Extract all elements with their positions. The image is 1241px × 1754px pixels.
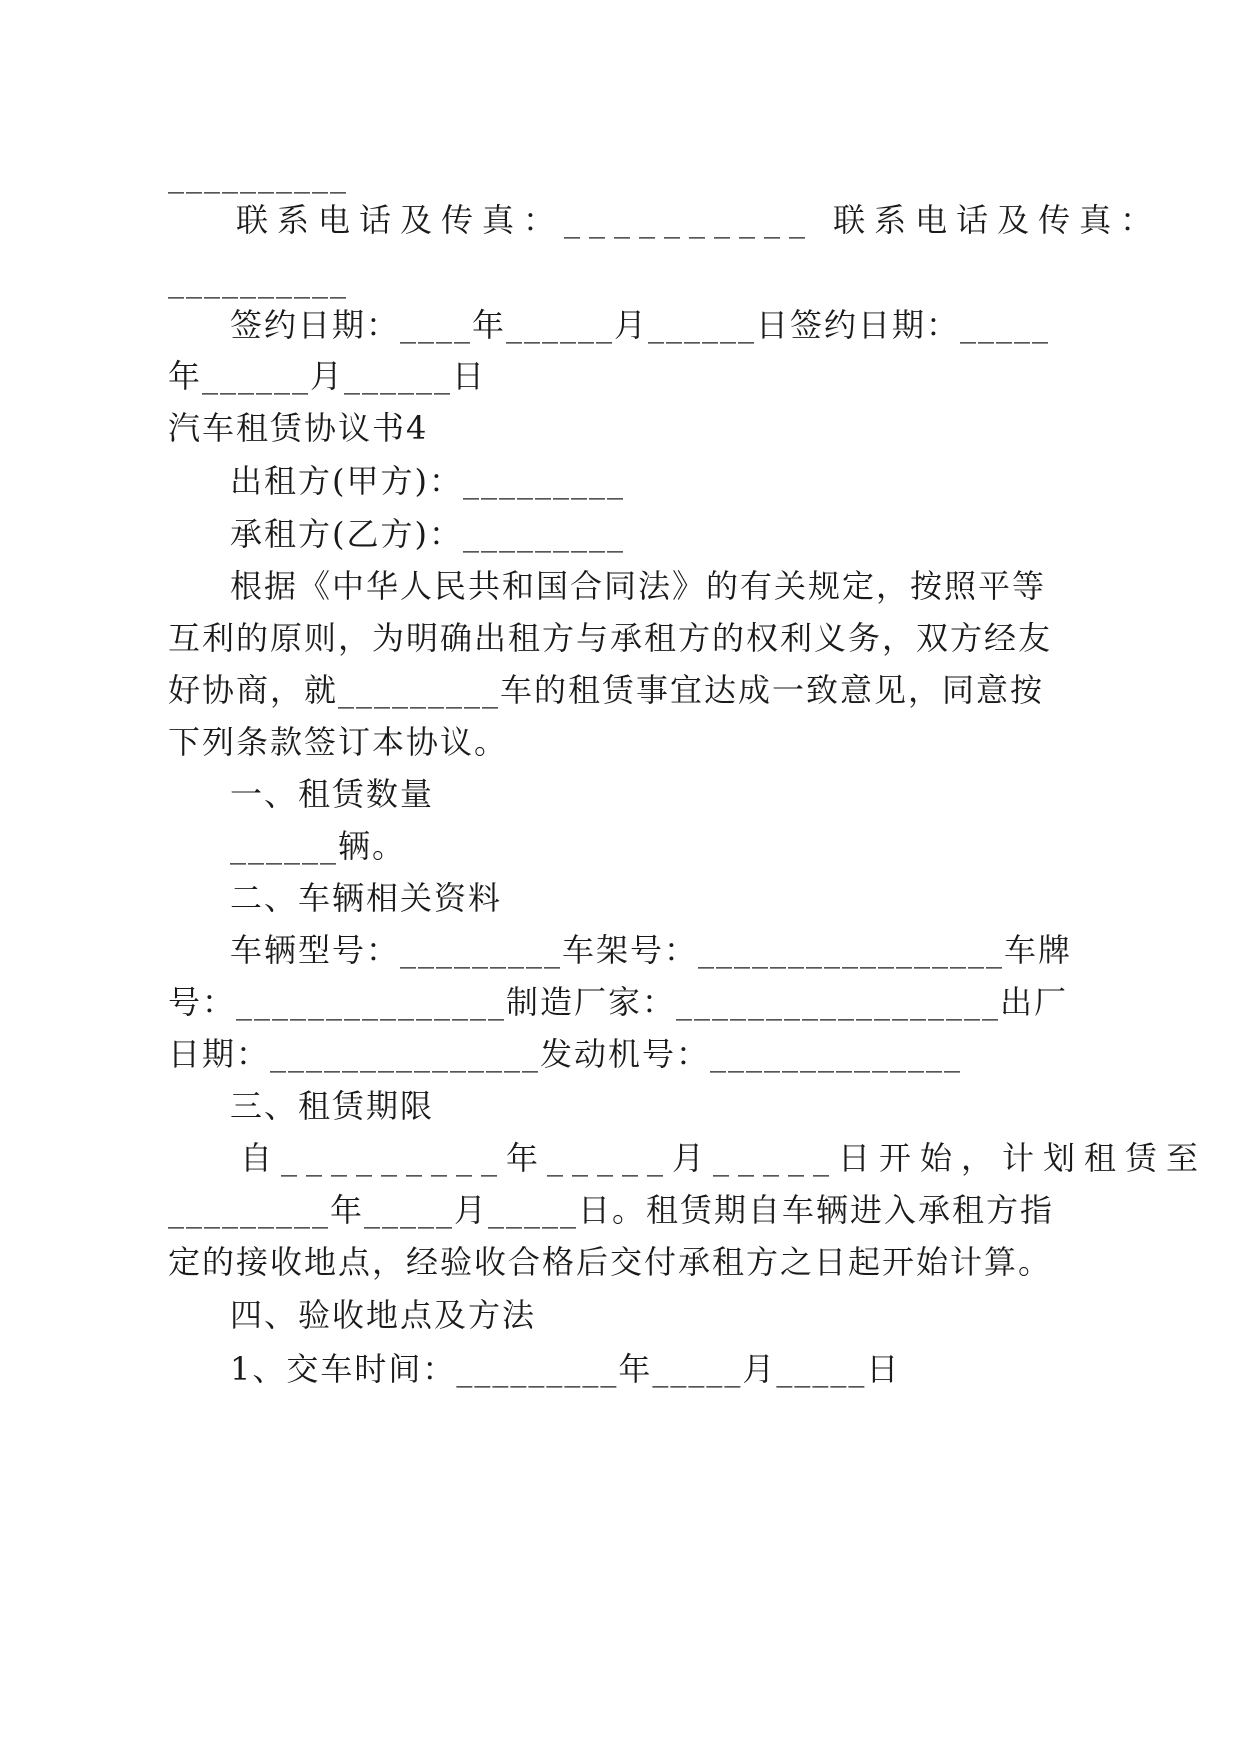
text-line: 自_________年_____月_____日开始，计划租赁至: [240, 1139, 1208, 1177]
text-line: 1、交车时间：_________年_____月_____日: [230, 1350, 901, 1388]
text-line: ______辆。: [230, 827, 407, 865]
text-line: __________: [168, 261, 348, 299]
text-line: 互利的原则，为明确出租方与承租方的权利义务，双方经友: [168, 619, 1053, 657]
text-line: 日期：_______________发动机号：______________: [168, 1035, 963, 1073]
text-line: 好协商，就_________车的租赁事宜达成一致意见，同意按: [168, 671, 1045, 709]
section-heading: 二、车辆相关资料: [230, 879, 503, 917]
text-line: __________: [168, 156, 348, 194]
section-heading: 汽车租赁协议书4: [168, 409, 429, 447]
section-heading: 四、验收地点及方法: [230, 1296, 537, 1334]
text-line: 年______月______日: [168, 357, 487, 395]
text-line: 联系电话及传真：__________ 联系电话及传真：: [236, 201, 1162, 239]
section-heading: 一、租赁数量: [230, 775, 435, 813]
text-line: 车辆型号：_________车架号：_________________车牌: [230, 931, 1073, 969]
text-line: 根据《中华人民共和国合同法》的有关规定，按照平等: [230, 567, 1047, 605]
section-heading: 三、租赁期限: [230, 1087, 435, 1125]
text-line: 签约日期：____年______月______日签约日期：_____: [230, 306, 1051, 344]
text-line: 承租方(乙方)：_________: [230, 515, 625, 553]
text-line: _________年_____月_____日。租赁期自车辆进入承租方指: [168, 1191, 1055, 1229]
text-line: 下列条款签订本协议。: [168, 723, 509, 761]
text-line: 出租方(甲方)：_________: [230, 462, 625, 500]
text-line: 号：_______________制造厂家：__________________出厂: [168, 983, 1069, 1021]
text-line: 定的接收地点，经验收合格后交付承租方之日起开始计算。: [168, 1243, 1053, 1281]
